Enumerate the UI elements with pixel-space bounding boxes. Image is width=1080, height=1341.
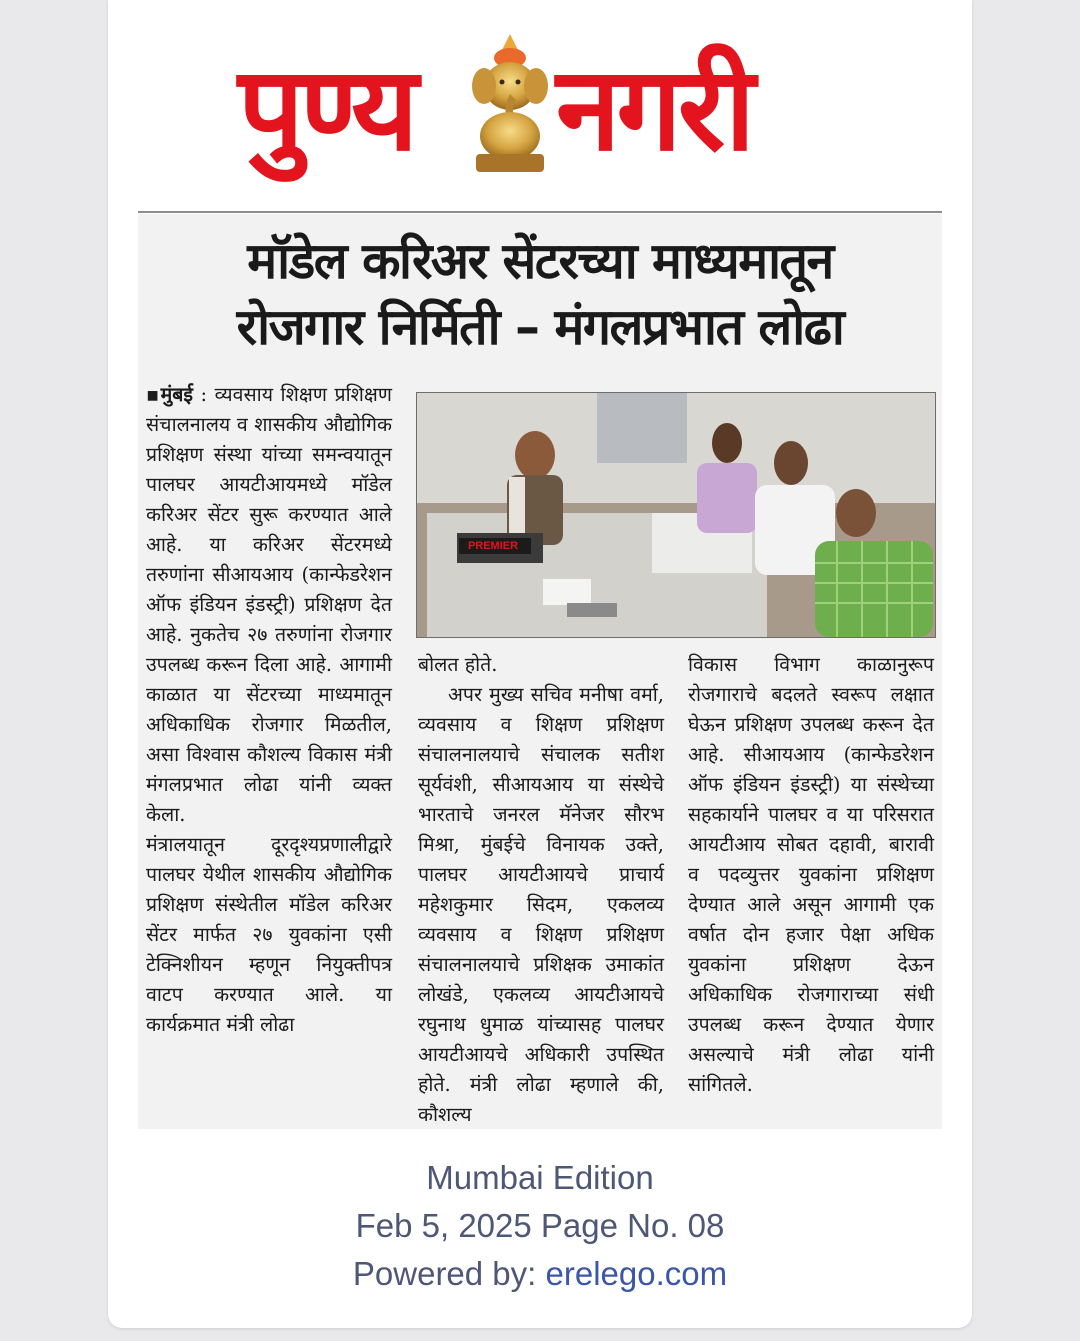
headline-line-2: रोजगार निर्मिती – मंगलप्रभात लोढा: [236, 298, 844, 356]
column-2-paragraph-1: बोलत होते.: [418, 653, 498, 676]
news-clipping: [138, 214, 942, 1129]
erelego-link[interactable]: erelego.com: [545, 1255, 728, 1292]
column-3-paragraph-1: विकास विभाग काळानुरूप रोजगाराचे बदलते स्वरूप लक्षात घेऊन प्रशिक्षण उपलब्ध करून देत आहे. सीआयआय (कान्फेडरेशन ऑफ इंडियन इंडस्ट्री) या संस्थेच्या सहकार्याने पालघर व या परिसरात आयटीआय सोबत दहावी, बारावी व पदव्युत्तर युवकांना प्रशिक्षण देण्यात आले असून आगामी एक वर्षात दोन हजार पेक्षा अधिक युवकांना प्रशिक्षण देऊन अधिकाधिक रोजगाराच्या संधी उपलब्ध करून देण्यात येणार असल्याचे मंत्री लोढा यांनी सांगितले.: [688, 653, 934, 1096]
article-dateline: मुंबई: [160, 383, 193, 406]
newspaper-masthead: [238, 22, 838, 192]
date-page-label: Feb 5, 2025 Page No. 08: [355, 1207, 725, 1244]
article-column-3: [688, 650, 934, 1100]
article-column-2: [418, 650, 664, 1130]
column-2-paragraph-2: अपर मुख्य सचिव मनीषा वर्मा, व्यवसाय व शिक्षण प्रशिक्षण संचालनालयाचे संचालक सतीश सूर्यवंशी, सीआयआय या संस्थेचे भारताचे जनरल मॅनेजर सौरभ मिश्रा, मुंबईचे विनायक उक्ते, पालघर आयटीआयचे प्राचार्य महेशकुमार सिदम, एकलव्य व्यवसाय व शिक्षण प्रशिक्षण संचालनालयाचे प्रशिक्षक उमाकांत लोखंडे, एकलव्य आयटीआयचे रघुनाथ धुमाळ यांच्यासह पालघर आयटीआयचे अधिकारी उपस्थित होते. मंत्री लोढा म्हणाले की, कौशल्य: [418, 683, 664, 1126]
article-photo: [416, 392, 936, 638]
column-1-paragraph-2: मंत्रालयातून दूरदृश्यप्रणालीद्वारे पालघर येथील शासकीय औद्योगिक प्रशिक्षण संस्थेतील मॉडेल करिअर सेंटर मार्फत २७ युवकांना एसी टेक्निशीयन म्हणून नियुक्तीपत्र वाटप करण्यात आले. या कार्यक्रमात मंत्री लोढा: [146, 833, 392, 1036]
masthead-title-right: नगरी: [556, 42, 752, 177]
masthead-title-left: पुण्य: [238, 42, 415, 177]
edition-label: Mumbai Edition: [426, 1159, 654, 1196]
article-column-1: ▪मुंबई : व्यवसाय शिक्षण प्रशिक्षण संचालनालय व शासकीय औद्योगिक प्रशिक्षण संस्था यांच्या समन्वयातून पालघर आयटीआयमध्ये मॉडेल करिअर सेंटर सुरू करण्यात आले आहे. या करिअर सेंटरमध्ये तरुणांना सीआयआय (कान्फेडरेशन ऑफ इंडियन इंडस्ट्री) प्रशिक्षण देत आहे. नुकतेच २७ तरुणांना रोजगार उपलब्ध करून दिला आहे. आगामी काळात या सेंटरच्या माध्यमातून अधिकाधिक रोजगार मिळतील, असा विश्वास कौशल्य विकास मंत्री मंगलप्रभात लोढा यांनी व्यक्त केला. मंत्रालयातून दूरदृश्यप्रणालीद्वारे पालघर येथील शासकीय औद्योगिक प्रशिक्षण संस्थेतील मॉडेल करिअर सेंटर मार्फत २७ युवकांना एसी टेक्निशीयन म्हणून नियुक्तीपत्र वाटप करण्यात आले. या कार्यक्रमात मंत्री लोढा: [146, 380, 392, 1040]
powered-by-label: Powered by:: [352, 1255, 546, 1292]
epaper-card: [108, 0, 972, 1328]
article-headline: [138, 228, 942, 360]
headline-line-1: मॉडेल करिअर सेंटरच्या माध्यमातून: [247, 232, 833, 290]
column-1-paragraph-1: व्यवसाय शिक्षण प्रशिक्षण संचालनालय व शासकीय औद्योगिक प्रशिक्षण संस्था यांच्या समन्वयातून पालघर आयटीआयमध्ये मॉडेल करिअर सेंटर सुरू करण्यात आले आहे. या करिअर सेंटरमध्ये तरुणांना सीआयआय (कान्फेडरेशन ऑफ इंडियन इंडस्ट्री) प्रशिक्षण देत आहे. नुकतेच २७ तरुणांना रोजगार उपलब्ध करून दिला आहे. आगामी काळात या सेंटरच्या माध्यमातून अधिकाधिक रोजगार मिळतील, असा विश्वास कौशल्य विकास मंत्री मंगलप्रभात लोढा यांनी व्यक्त केला.: [146, 383, 392, 826]
photo-nameplate: PREMIER: [467, 540, 519, 552]
powered-by: [108, 1250, 972, 1298]
masthead-divider: [138, 211, 942, 213]
ganesha-logo-icon: [460, 28, 560, 178]
